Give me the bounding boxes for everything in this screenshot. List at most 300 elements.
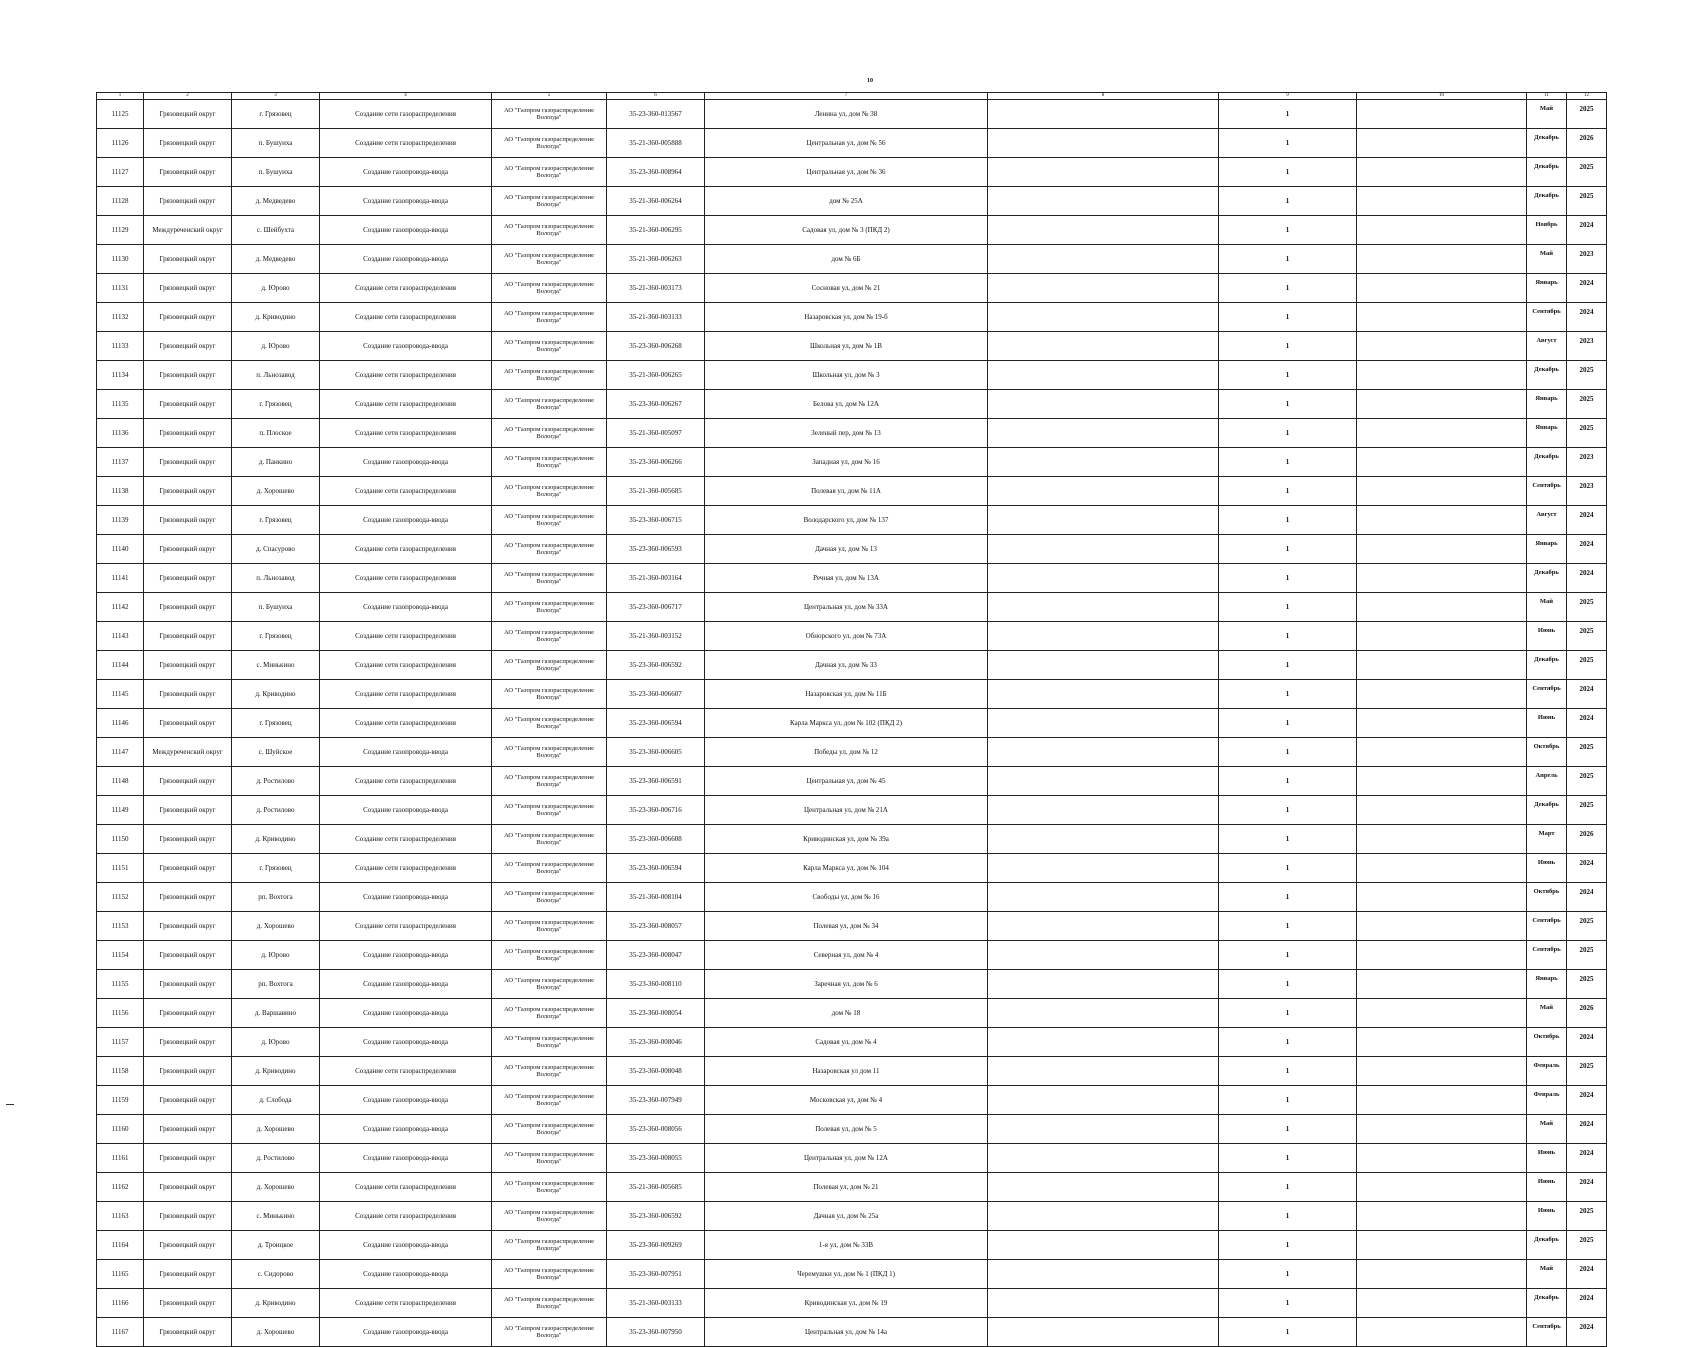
row-number-cell: 11132: [97, 303, 144, 332]
locality-cell: д. Ростилово: [232, 1144, 320, 1173]
locality-cell: д. Криводино: [232, 825, 320, 854]
year-cell: 2024: [1567, 709, 1607, 738]
month-cell: Август: [1527, 506, 1567, 535]
column-10-cell: [1357, 100, 1527, 129]
table-row: [97, 477, 1607, 506]
cadastral-number-cell: 35-23-360-006593: [607, 535, 705, 564]
cadastral-number-cell: 35-23-360-006608: [607, 825, 705, 854]
column-8-cell: [988, 1289, 1219, 1318]
cadastral-number-cell: 35-23-360-006592: [607, 651, 705, 680]
district-cell: Грязовецкий округ: [144, 274, 232, 303]
address-cell: дом № 25А: [705, 187, 988, 216]
quantity-cell: 1: [1219, 1260, 1357, 1289]
year-cell: 2024: [1567, 1260, 1607, 1289]
column-8-cell: [988, 1318, 1219, 1347]
organization-cell: АО "Газпром газораспределение Вологда": [492, 593, 607, 622]
table-row: [97, 390, 1607, 419]
locality-cell: п. Плоское: [232, 419, 320, 448]
quantity-cell: 1: [1219, 941, 1357, 970]
locality-cell: д. Панкино: [232, 448, 320, 477]
column-10-cell: [1357, 796, 1527, 825]
year-cell: 2024: [1567, 303, 1607, 332]
table-row: [97, 535, 1607, 564]
column-number-1: 1: [97, 93, 144, 100]
month-cell: Январь: [1527, 535, 1567, 564]
work-type-cell: Создание газопровода-ввода: [320, 216, 492, 245]
work-type-cell: Создание сети газораспределения: [320, 709, 492, 738]
column-8-cell: [988, 1028, 1219, 1057]
year-cell: 2024: [1567, 535, 1607, 564]
work-type-cell: Создание газопровода-ввода: [320, 158, 492, 187]
district-cell: Грязовецкий округ: [144, 100, 232, 129]
organization-cell: АО "Газпром газораспределение Вологда": [492, 1057, 607, 1086]
year-cell: 2025: [1567, 912, 1607, 941]
work-type-cell: Создание газопровода-ввода: [320, 1318, 492, 1347]
quantity-cell: 1: [1219, 767, 1357, 796]
quantity-cell: 1: [1219, 564, 1357, 593]
address-cell: Центральная ул, дом № 12А: [705, 1144, 988, 1173]
table-row: [97, 709, 1607, 738]
table-row: [97, 796, 1607, 825]
table-row: [97, 245, 1607, 274]
month-cell: Январь: [1527, 274, 1567, 303]
column-number-2: 2: [144, 93, 232, 100]
work-type-cell: Создание сети газораспределения: [320, 622, 492, 651]
organization-cell: АО "Газпром газораспределение Вологда": [492, 158, 607, 187]
cadastral-number-cell: 35-21-360-006295: [607, 216, 705, 245]
district-cell: Грязовецкий округ: [144, 390, 232, 419]
table-row: [97, 274, 1607, 303]
cadastral-number-cell: 35-23-360-006605: [607, 738, 705, 767]
column-10-cell: [1357, 390, 1527, 419]
address-cell: Обнорского ул, дом № 73А: [705, 622, 988, 651]
district-cell: Грязовецкий округ: [144, 651, 232, 680]
month-cell: Декабрь: [1527, 448, 1567, 477]
row-number-cell: 11142: [97, 593, 144, 622]
column-8-cell: [988, 448, 1219, 477]
district-cell: Грязовецкий округ: [144, 1115, 232, 1144]
column-8-cell: [988, 854, 1219, 883]
column-10-cell: [1357, 332, 1527, 361]
organization-cell: АО "Газпром газораспределение Вологда": [492, 100, 607, 129]
organization-cell: АО "Газпром газораспределение Вологда": [492, 941, 607, 970]
cadastral-number-cell: 35-21-360-005888: [607, 129, 705, 158]
work-type-cell: Создание газопровода-ввода: [320, 448, 492, 477]
address-cell: Полевая ул, дом № 21: [705, 1173, 988, 1202]
year-cell: 2024: [1567, 1289, 1607, 1318]
quantity-cell: 1: [1219, 1173, 1357, 1202]
organization-cell: АО "Газпром газораспределение Вологда": [492, 1202, 607, 1231]
district-cell: Грязовецкий округ: [144, 883, 232, 912]
column-10-cell: [1357, 535, 1527, 564]
table-row: [97, 1057, 1607, 1086]
column-8-cell: [988, 129, 1219, 158]
district-cell: Грязовецкий округ: [144, 1260, 232, 1289]
address-cell: Центральная ул, дом № 33А: [705, 593, 988, 622]
locality-cell: с. Минькино: [232, 1202, 320, 1231]
cadastral-number-cell: 35-21-360-008104: [607, 883, 705, 912]
column-8-cell: [988, 361, 1219, 390]
year-cell: 2025: [1567, 796, 1607, 825]
year-cell: 2025: [1567, 593, 1607, 622]
row-number-cell: 11149: [97, 796, 144, 825]
column-10-cell: [1357, 506, 1527, 535]
month-cell: Январь: [1527, 390, 1567, 419]
district-cell: Грязовецкий округ: [144, 332, 232, 361]
table-row: [97, 1289, 1607, 1318]
column-10-cell: [1357, 1318, 1527, 1347]
quantity-cell: 1: [1219, 1144, 1357, 1173]
column-8-cell: [988, 564, 1219, 593]
row-number-cell: 11155: [97, 970, 144, 999]
margin-mark: [6, 1104, 14, 1105]
work-type-cell: Создание газопровода-ввода: [320, 506, 492, 535]
district-cell: Грязовецкий округ: [144, 825, 232, 854]
year-cell: 2026: [1567, 129, 1607, 158]
district-cell: Грязовецкий округ: [144, 245, 232, 274]
month-cell: Сентябрь: [1527, 477, 1567, 506]
year-cell: 2024: [1567, 1173, 1607, 1202]
organization-cell: АО "Газпром газораспределение Вологда": [492, 1115, 607, 1144]
table-row: [97, 622, 1607, 651]
organization-cell: АО "Газпром газораспределение Вологда": [492, 709, 607, 738]
address-cell: Центральная ул, дом № 45: [705, 767, 988, 796]
column-10-cell: [1357, 245, 1527, 274]
work-type-cell: Создание сети газораспределения: [320, 1289, 492, 1318]
column-10-cell: [1357, 187, 1527, 216]
month-cell: Октябрь: [1527, 1028, 1567, 1057]
district-cell: Грязовецкий округ: [144, 796, 232, 825]
locality-cell: д. Ростилово: [232, 796, 320, 825]
address-cell: Черемушки ул, дом № 1 (ПКД 1): [705, 1260, 988, 1289]
organization-cell: АО "Газпром газораспределение Вологда": [492, 1289, 607, 1318]
address-cell: Центральная ул, дом № 21А: [705, 796, 988, 825]
column-8-cell: [988, 796, 1219, 825]
locality-cell: п. Льнозавод: [232, 361, 320, 390]
row-number-cell: 11156: [97, 999, 144, 1028]
table-row: [97, 448, 1607, 477]
table-row: [97, 651, 1607, 680]
table-row: [97, 1144, 1607, 1173]
table-row: [97, 419, 1607, 448]
month-cell: Декабрь: [1527, 564, 1567, 593]
year-cell: 2025: [1567, 100, 1607, 129]
year-cell: 2025: [1567, 158, 1607, 187]
quantity-cell: 1: [1219, 1202, 1357, 1231]
locality-cell: д. Варшавино: [232, 999, 320, 1028]
quantity-cell: 1: [1219, 448, 1357, 477]
row-number-cell: 11127: [97, 158, 144, 187]
table-row: [97, 332, 1607, 361]
year-cell: 2024: [1567, 1086, 1607, 1115]
column-10-cell: [1357, 738, 1527, 767]
district-cell: Междуреченский округ: [144, 216, 232, 245]
organization-cell: АО "Газпром газораспределение Вологда": [492, 970, 607, 999]
column-10-cell: [1357, 361, 1527, 390]
column-8-cell: [988, 245, 1219, 274]
table-row: [97, 854, 1607, 883]
month-cell: Декабрь: [1527, 651, 1567, 680]
year-cell: 2024: [1567, 680, 1607, 709]
table-row: [97, 738, 1607, 767]
quantity-cell: 1: [1219, 274, 1357, 303]
work-type-cell: Создание газопровода-ввода: [320, 1086, 492, 1115]
column-10-cell: [1357, 274, 1527, 303]
column-8-cell: [988, 274, 1219, 303]
row-number-cell: 11141: [97, 564, 144, 593]
quantity-cell: 1: [1219, 854, 1357, 883]
column-10-cell: [1357, 854, 1527, 883]
column-8-cell: [988, 767, 1219, 796]
year-cell: 2024: [1567, 1318, 1607, 1347]
quantity-cell: 1: [1219, 129, 1357, 158]
table-row: [97, 1115, 1607, 1144]
locality-cell: п. Бушуиха: [232, 129, 320, 158]
year-cell: 2025: [1567, 738, 1607, 767]
organization-cell: АО "Газпром газораспределение Вологда": [492, 216, 607, 245]
year-cell: 2024: [1567, 1028, 1607, 1057]
month-cell: Май: [1527, 593, 1567, 622]
column-8-cell: [988, 390, 1219, 419]
column-number-8: 8: [988, 93, 1219, 100]
work-type-cell: Создание газопровода-ввода: [320, 187, 492, 216]
column-number-9: 9: [1219, 93, 1357, 100]
table-row: [97, 506, 1607, 535]
locality-cell: д. Юрово: [232, 941, 320, 970]
quantity-cell: 1: [1219, 361, 1357, 390]
work-type-cell: Создание газопровода-ввода: [320, 738, 492, 767]
address-cell: дом № 6Б: [705, 245, 988, 274]
year-cell: 2024: [1567, 274, 1607, 303]
column-8-cell: [988, 738, 1219, 767]
month-cell: Май: [1527, 1115, 1567, 1144]
organization-cell: АО "Газпром газораспределение Вологда": [492, 680, 607, 709]
year-cell: 2024: [1567, 883, 1607, 912]
locality-cell: д. Ростилово: [232, 767, 320, 796]
district-cell: Грязовецкий округ: [144, 854, 232, 883]
locality-cell: с. Шуйское: [232, 738, 320, 767]
month-cell: Май: [1527, 100, 1567, 129]
quantity-cell: 1: [1219, 796, 1357, 825]
work-type-cell: Создание сети газораспределения: [320, 361, 492, 390]
quantity-cell: 1: [1219, 303, 1357, 332]
month-cell: Сентябрь: [1527, 912, 1567, 941]
locality-cell: д. Криводино: [232, 1289, 320, 1318]
organization-cell: АО "Газпром газораспределение Вологда": [492, 738, 607, 767]
column-10-cell: [1357, 1115, 1527, 1144]
locality-cell: г. Грязовец: [232, 100, 320, 129]
district-cell: Грязовецкий округ: [144, 477, 232, 506]
work-type-cell: Создание газопровода-ввода: [320, 1115, 492, 1144]
address-cell: Ленина ул, дом № 38: [705, 100, 988, 129]
quantity-cell: 1: [1219, 912, 1357, 941]
address-cell: Западная ул, дом № 16: [705, 448, 988, 477]
month-cell: Июнь: [1527, 622, 1567, 651]
address-cell: Дачная ул, дом № 25а: [705, 1202, 988, 1231]
work-type-cell: Создание сети газораспределения: [320, 129, 492, 158]
address-cell: Центральная ул, дом № 56: [705, 129, 988, 158]
quantity-cell: 1: [1219, 738, 1357, 767]
address-cell: Садовая ул, дом № 3 (ПКД 2): [705, 216, 988, 245]
row-number-cell: 11146: [97, 709, 144, 738]
organization-cell: АО "Газпром газораспределение Вологда": [492, 245, 607, 274]
cadastral-number-cell: 35-21-360-003164: [607, 564, 705, 593]
column-10-cell: [1357, 158, 1527, 187]
locality-cell: п. Бушуиха: [232, 593, 320, 622]
month-cell: Март: [1527, 825, 1567, 854]
month-cell: Июнь: [1527, 1173, 1567, 1202]
district-cell: Грязовецкий округ: [144, 1318, 232, 1347]
district-cell: Грязовецкий округ: [144, 593, 232, 622]
quantity-cell: 1: [1219, 1289, 1357, 1318]
column-8-cell: [988, 216, 1219, 245]
cadastral-number-cell: 35-23-360-008964: [607, 158, 705, 187]
row-number-cell: 11138: [97, 477, 144, 506]
table-row: [97, 970, 1607, 999]
row-number-cell: 11128: [97, 187, 144, 216]
quantity-cell: 1: [1219, 1115, 1357, 1144]
cadastral-number-cell: 35-23-360-008110: [607, 970, 705, 999]
address-cell: Карла Маркса ул, дом № 102 (ПКД 2): [705, 709, 988, 738]
quantity-cell: 1: [1219, 1086, 1357, 1115]
cadastral-number-cell: 35-23-360-008055: [607, 1144, 705, 1173]
organization-cell: АО "Газпром газораспределение Вологда": [492, 1173, 607, 1202]
organization-cell: АО "Газпром газораспределение Вологда": [492, 883, 607, 912]
address-cell: Криводинская ул, дом № 19: [705, 1289, 988, 1318]
column-10-cell: [1357, 216, 1527, 245]
cadastral-number-cell: 35-23-360-006607: [607, 680, 705, 709]
row-number-cell: 11154: [97, 941, 144, 970]
locality-cell: д. Хорошево: [232, 1318, 320, 1347]
table-row: [97, 100, 1607, 129]
year-cell: 2026: [1567, 825, 1607, 854]
year-cell: 2024: [1567, 854, 1607, 883]
column-8-cell: [988, 680, 1219, 709]
address-cell: Московская ул, дом № 4: [705, 1086, 988, 1115]
work-type-cell: Создание сети газораспределения: [320, 564, 492, 593]
month-cell: Октябрь: [1527, 883, 1567, 912]
cadastral-number-cell: 35-21-360-006265: [607, 361, 705, 390]
column-number-4: 4: [320, 93, 492, 100]
column-8-cell: [988, 1173, 1219, 1202]
row-number-cell: 11129: [97, 216, 144, 245]
quantity-cell: 1: [1219, 651, 1357, 680]
column-10-cell: [1357, 912, 1527, 941]
cadastral-number-cell: 35-21-360-003133: [607, 1289, 705, 1318]
column-10-cell: [1357, 477, 1527, 506]
locality-cell: г. Грязовец: [232, 854, 320, 883]
row-number-cell: 11157: [97, 1028, 144, 1057]
address-cell: дом № 18: [705, 999, 988, 1028]
column-10-cell: [1357, 825, 1527, 854]
address-cell: Свободы ул, дом № 16: [705, 883, 988, 912]
address-cell: Назаровская ул, дом № 19-б: [705, 303, 988, 332]
column-8-cell: [988, 506, 1219, 535]
locality-cell: д. Медведево: [232, 187, 320, 216]
month-cell: Декабрь: [1527, 361, 1567, 390]
work-type-cell: Создание сети газораспределения: [320, 912, 492, 941]
quantity-cell: 1: [1219, 187, 1357, 216]
locality-cell: г. Грязовец: [232, 622, 320, 651]
row-number-cell: 11145: [97, 680, 144, 709]
row-number-cell: 11159: [97, 1086, 144, 1115]
quantity-cell: 1: [1219, 332, 1357, 361]
column-10-cell: [1357, 564, 1527, 593]
column-10-cell: [1357, 1086, 1527, 1115]
column-10-cell: [1357, 999, 1527, 1028]
year-cell: 2025: [1567, 390, 1607, 419]
quantity-cell: 1: [1219, 622, 1357, 651]
month-cell: Декабрь: [1527, 1289, 1567, 1318]
address-cell: Назаровская ул дом 11: [705, 1057, 988, 1086]
row-number-cell: 11148: [97, 767, 144, 796]
address-cell: Карла Маркса ул, дом № 104: [705, 854, 988, 883]
organization-cell: АО "Газпром газораспределение Вологда": [492, 390, 607, 419]
year-cell: 2024: [1567, 564, 1607, 593]
organization-cell: АО "Газпром газораспределение Вологда": [492, 999, 607, 1028]
quantity-cell: 1: [1219, 825, 1357, 854]
quantity-cell: 1: [1219, 1057, 1357, 1086]
column-10-cell: [1357, 709, 1527, 738]
row-number-cell: 11136: [97, 419, 144, 448]
address-cell: Криводинская ул, дом № 39а: [705, 825, 988, 854]
work-type-cell: Создание сети газораспределения: [320, 303, 492, 332]
month-cell: Декабрь: [1527, 158, 1567, 187]
quantity-cell: 1: [1219, 477, 1357, 506]
organization-cell: АО "Газпром газораспределение Вологда": [492, 274, 607, 303]
column-number-7: 7: [705, 93, 988, 100]
column-number-12: 12: [1567, 93, 1607, 100]
year-cell: 2023: [1567, 448, 1607, 477]
work-type-cell: Создание сети газораспределения: [320, 274, 492, 303]
work-type-cell: Создание сети газораспределения: [320, 100, 492, 129]
cadastral-number-cell: 35-21-360-005685: [607, 1173, 705, 1202]
work-type-cell: Создание газопровода-ввода: [320, 1144, 492, 1173]
table-row: [97, 129, 1607, 158]
quantity-cell: 1: [1219, 970, 1357, 999]
column-8-cell: [988, 1144, 1219, 1173]
organization-cell: АО "Газпром газораспределение Вологда": [492, 564, 607, 593]
column-10-cell: [1357, 448, 1527, 477]
address-cell: Дачная ул, дом № 13: [705, 535, 988, 564]
month-cell: Август: [1527, 332, 1567, 361]
district-cell: Грязовецкий округ: [144, 970, 232, 999]
month-cell: Февраль: [1527, 1086, 1567, 1115]
column-10-cell: [1357, 651, 1527, 680]
row-number-cell: 11125: [97, 100, 144, 129]
column-10-cell: [1357, 883, 1527, 912]
quantity-cell: 1: [1219, 680, 1357, 709]
column-8-cell: [988, 1202, 1219, 1231]
year-cell: 2024: [1567, 1115, 1607, 1144]
work-type-cell: Создание сети газораспределения: [320, 1202, 492, 1231]
address-cell: Центральная ул, дом № 36: [705, 158, 988, 187]
locality-cell: с. Сидорово: [232, 1260, 320, 1289]
district-cell: Грязовецкий округ: [144, 1289, 232, 1318]
cadastral-number-cell: 35-23-360-013567: [607, 100, 705, 129]
column-8-cell: [988, 187, 1219, 216]
district-cell: Грязовецкий округ: [144, 999, 232, 1028]
table-row: [97, 999, 1607, 1028]
row-number-cell: 11135: [97, 390, 144, 419]
cadastral-number-cell: 35-23-360-006594: [607, 854, 705, 883]
year-cell: 2023: [1567, 245, 1607, 274]
locality-cell: д. Криводино: [232, 303, 320, 332]
quantity-cell: 1: [1219, 593, 1357, 622]
work-type-cell: Создание газопровода-ввода: [320, 999, 492, 1028]
cadastral-number-cell: 35-23-360-006267: [607, 390, 705, 419]
month-cell: Сентябрь: [1527, 941, 1567, 970]
